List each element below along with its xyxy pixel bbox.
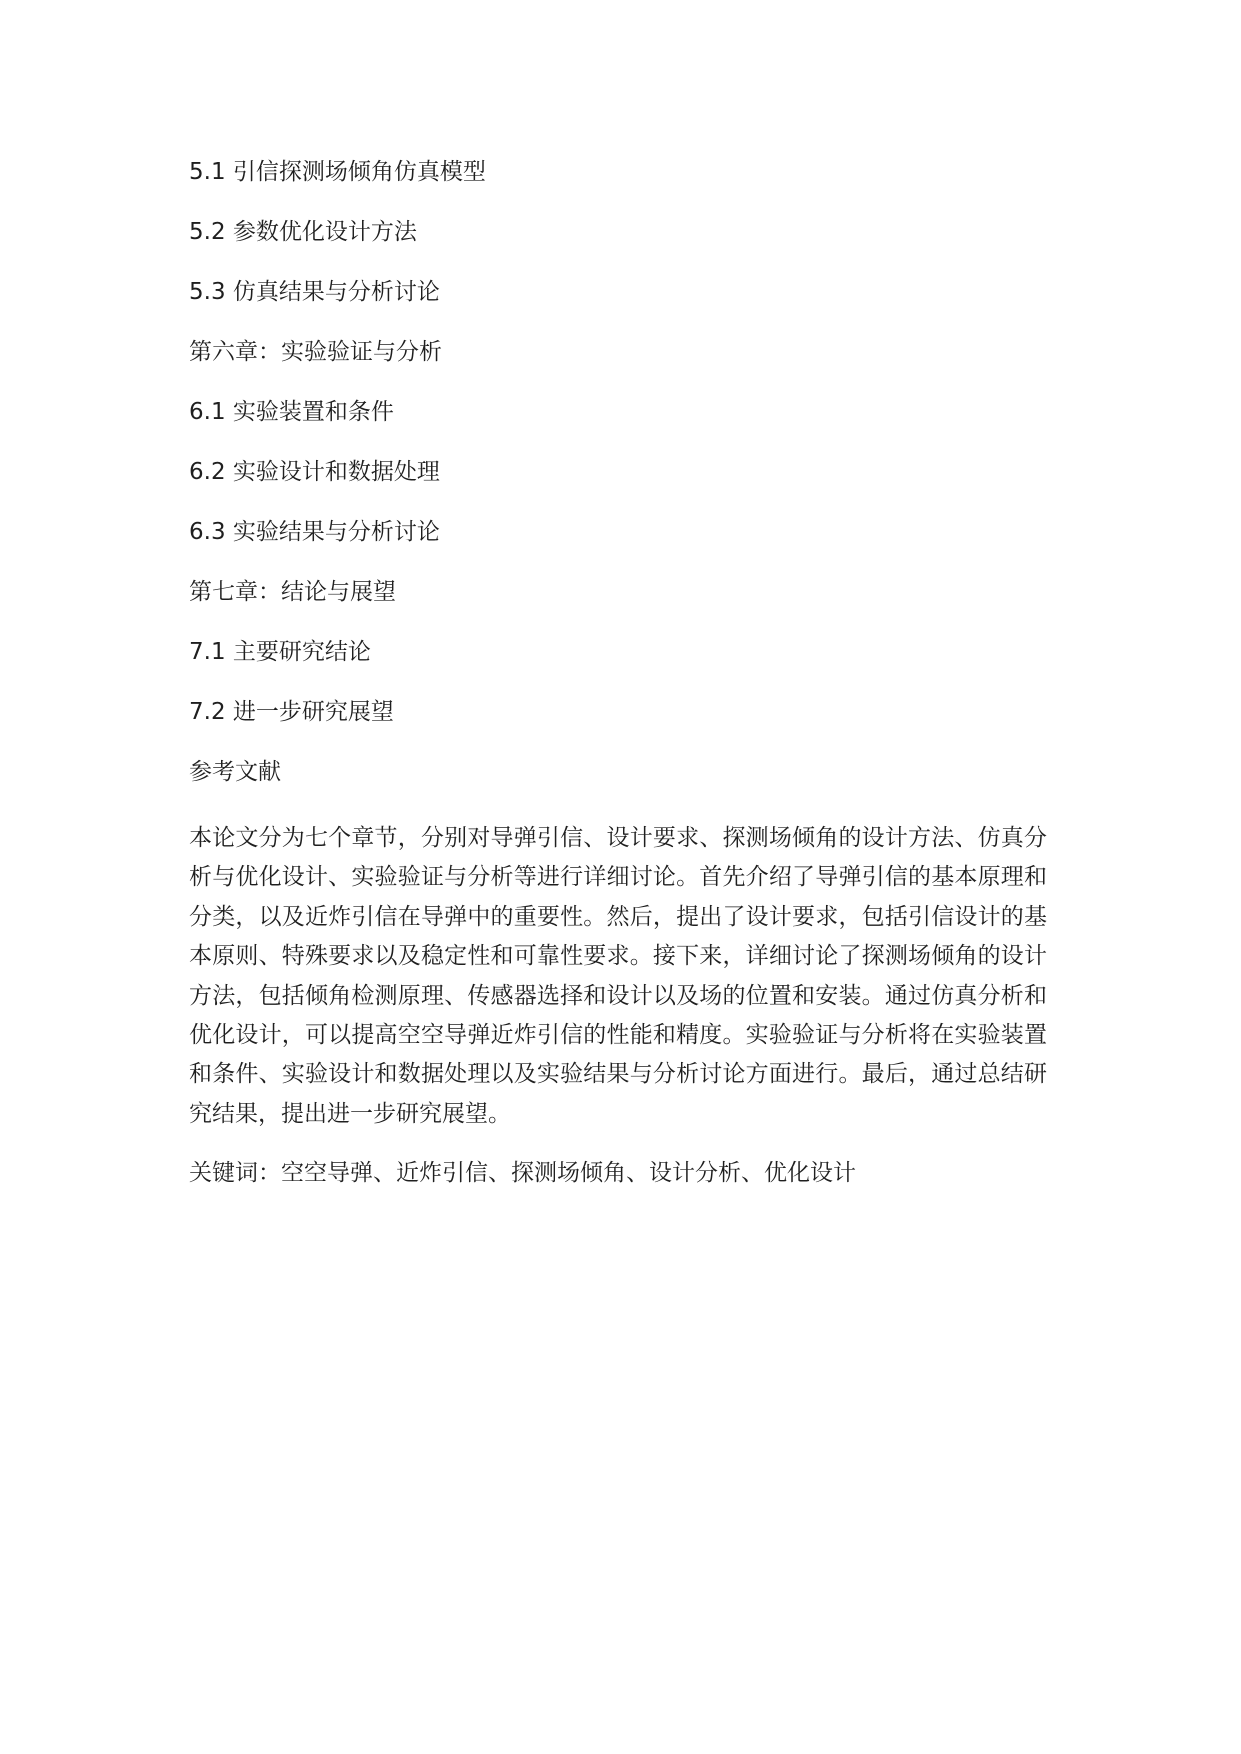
toc-entry-6-1: 6.1 实验装置和条件	[189, 399, 394, 425]
keywords-line: 关键词：空空导弹、近炸引信、探测场倾角、设计分析、优化设计	[189, 1160, 856, 1186]
toc-entry-6-3: 6.3 实验结果与分析讨论	[189, 519, 440, 545]
toc-entry-5-2: 5.2 参数优化设计方法	[189, 219, 417, 245]
toc-chapter-7: 第七章：结论与展望	[189, 579, 396, 605]
toc-entry-5-3: 5.3 仿真结果与分析讨论	[189, 279, 440, 305]
abstract-paragraph: 本论文分为七个章节，分别对导弹引信、设计要求、探测场倾角的设计方法、仿真分析与优化设计、实验验证与分析等进行详细讨论。首先介绍了导弹引信的基本原理和分类，以及近炸引信在导弹中的重要性。然后，提出了设计要求，包括引信设计的基本原则、特殊要求以及稳定性和可靠性要求。接下来，详细讨论了探测场倾角的设计方法，包括倾角检测原理、传感器选择和设计以及场的位置和安装。通过仿真分析和优化设计，可以提高空空导弹近炸引信的性能和精度。实验验证与分析将在实验装置和条件、实验设计和数据处理以及实验结果与分析讨论方面进行。最后，通过总结研究结果，提出进一步研究展望。	[189, 825, 1047, 1127]
toc-references: 参考文献	[189, 759, 281, 785]
toc-entry-7-1: 7.1 主要研究结论	[189, 639, 371, 665]
toc-entry-6-2: 6.2 实验设计和数据处理	[189, 459, 440, 485]
toc-entry-5-1: 5.1 引信探测场倾角仿真模型	[189, 159, 486, 185]
toc-entry-7-2: 7.2 进一步研究展望	[189, 699, 394, 725]
table-of-contents	[189, 157, 1049, 817]
toc-chapter-6: 第六章：实验验证与分析	[189, 339, 442, 365]
